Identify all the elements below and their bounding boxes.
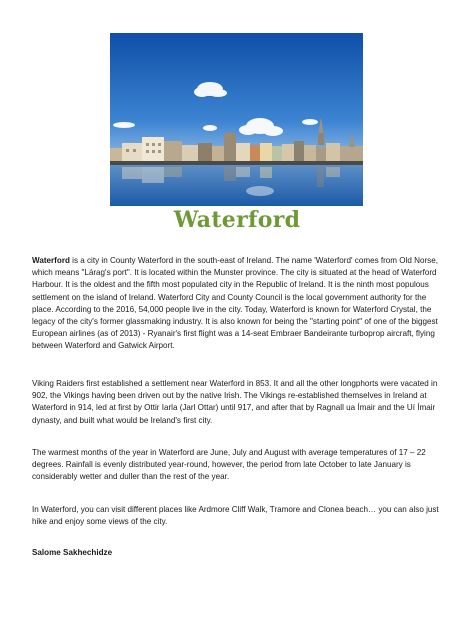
intro-text: is a city in County Waterford in the south-east of Ireland. The name 'Waterford' comes from Old Norse, which means "Lárag's port". It is located within the Munster province. The city is situated at the head of Waterford Harbour. It is the oldest and the fifth most populated city in the Republic of Ireland. It is the ninth most populous settlement on the island of Ireland. Waterford City and County Council is the local government authority for the place. According to the 2016, 54,000 people live in the city. Today, Waterford is known for Waterford Crystal, the legacy of the city's former glassmaking industry. It is also known for being the "starting point" of one of the biggest European airlines (as of 2013) - Ryanair's first flight was a 14-seat Embraer Bandeirante turboprop aircraft, flying between Waterford and Gatwick Airport. <box>32 256 438 351</box>
waterford-skyline-image <box>110 33 363 206</box>
paragraph-climate: The warmest months of the year in Waterford are June, July and August with average temperatures of 17 – 22 degrees. Rainfall is evenly distributed year-round, however, the period from late October to late January is considerably wetter and duller than the rest of the year. <box>32 448 426 482</box>
intro-bold-lead: Waterford <box>32 256 70 265</box>
paragraph-places: In Waterford, you can visit different places like Ardmore Cliff Walk, Tramore and Clonea beach… you can also just hike and enjoy some views of the city. <box>32 505 439 527</box>
paragraph-intro <box>32 255 442 353</box>
paragraph-history: Viking Raiders first established a settlement near Waterford in 853. It and all the other longphorts were vacated in 902, the Vikings having been driven out by the native Irish. The Vikings re-established themselves in Ireland at Waterford in 914, led at first by Ottir Iarla (Jarl Ottar) until 917, and after that by Ragnall ua Ímair and the Uí Ímair dynasty, and built what would be Ireland's first city. <box>32 379 438 425</box>
page-title: Waterford <box>173 207 301 233</box>
waterford-photo <box>110 33 363 206</box>
author-signature: Salome Sakhechidze <box>32 548 113 557</box>
